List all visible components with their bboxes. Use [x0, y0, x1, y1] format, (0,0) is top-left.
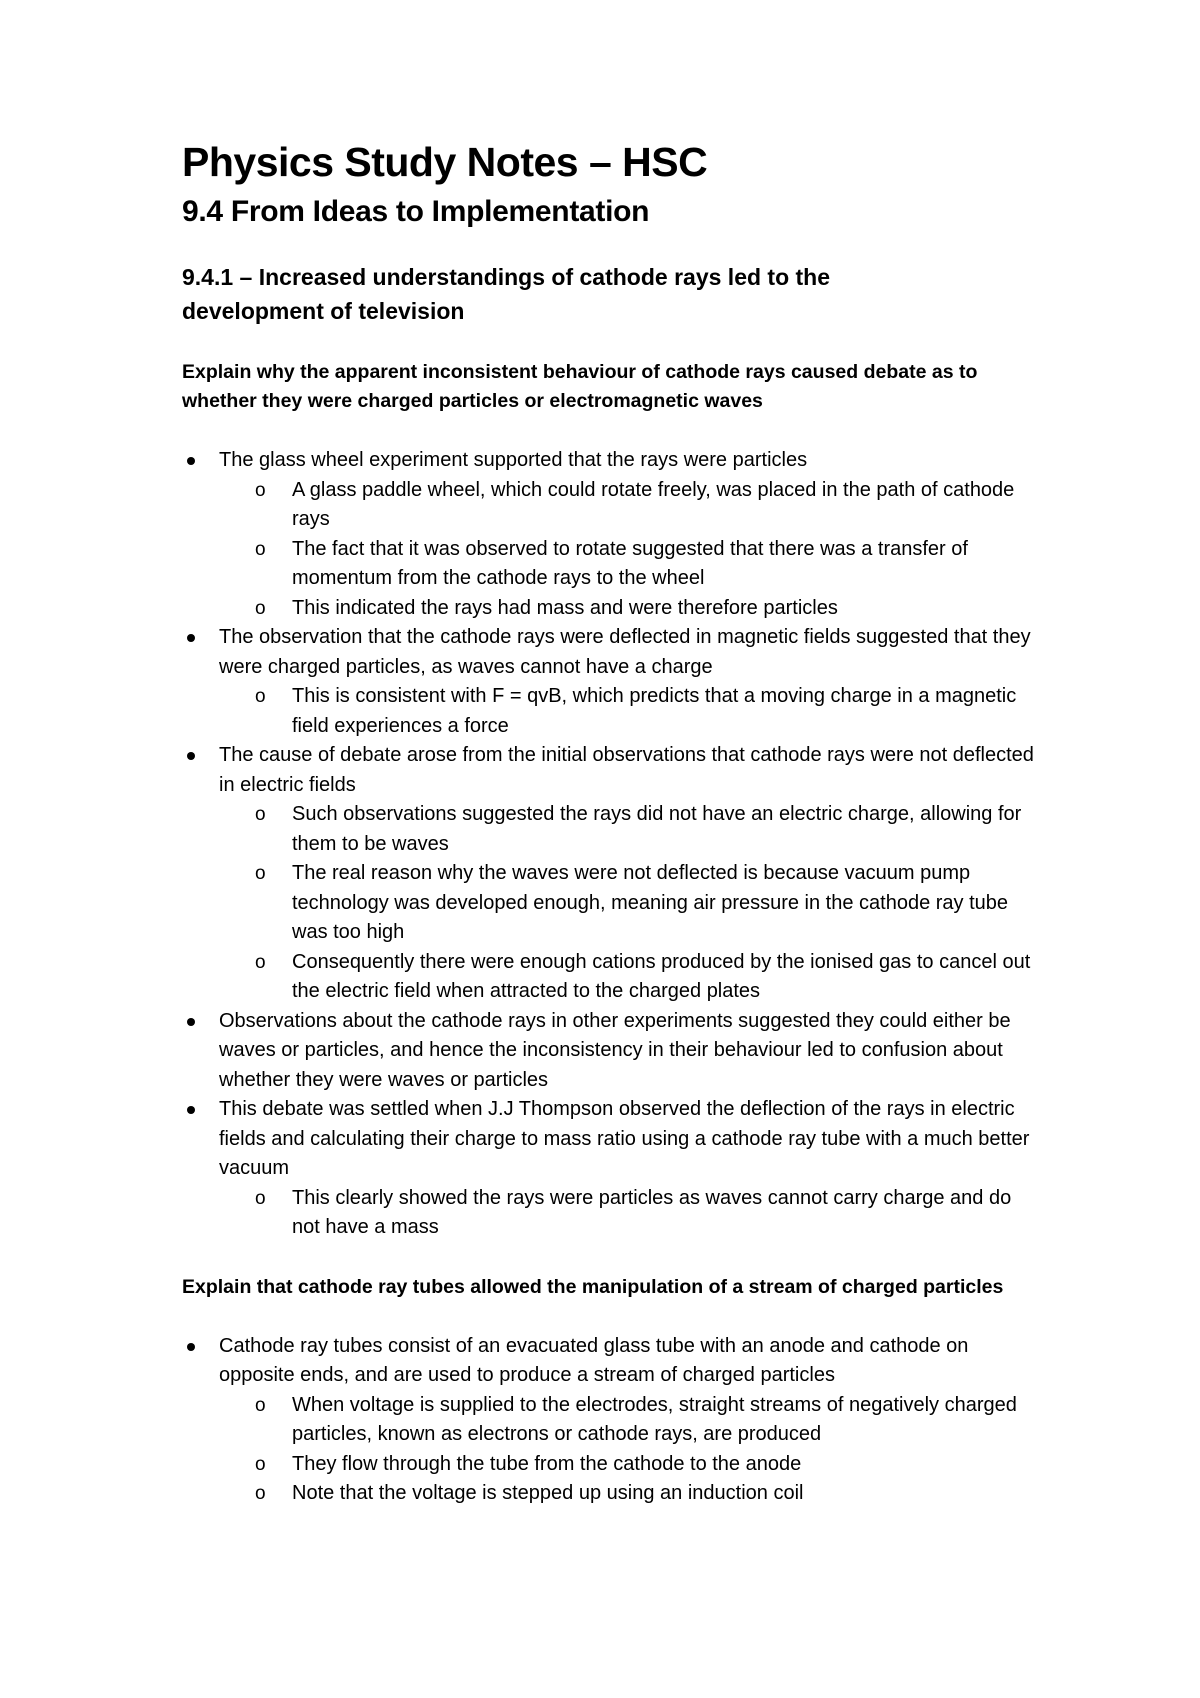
- sub-bullet-item: [182, 594, 1042, 624]
- sub-bullet-text: This is consistent with F = qvB, which predicts that a moving charge in a magnetic field experiences a force: [292, 685, 1017, 737]
- sub-bullet-text: Such observations suggested the rays did not have an electric charge, allowing for them to be waves: [292, 803, 1022, 855]
- hollow-bullet-icon: o: [255, 1453, 266, 1475]
- sub-bullet-list: [219, 476, 1042, 624]
- bullet-text: The cause of debate arose from the initial observations that cathode rays were not deflected in electric fields: [219, 744, 1034, 796]
- hollow-bullet-icon: o: [255, 951, 266, 973]
- document-subtitle: 9.4 From Ideas to Implementation: [182, 195, 650, 228]
- sub-bullet-item: [182, 1184, 1042, 1243]
- section-heading: 9.4.1 – Increased understandings of cathode rays led to the development of television: [182, 264, 831, 324]
- bullet-item: [182, 446, 1042, 623]
- sub-bullet-item: [182, 1391, 1042, 1450]
- hollow-bullet-icon: o: [255, 804, 266, 825]
- sub-bullet-text: When voltage is supplied to the electrodes, straight streams of negatively charged particles, known as electrons or cathode rays, are produced: [292, 1393, 1017, 1445]
- bullet-item: [182, 1332, 1042, 1509]
- hollow-bullet-icon: o: [255, 863, 266, 884]
- sub-bullet-list: [219, 800, 1042, 1007]
- document-title: Physics Study Notes – HSC: [182, 139, 708, 185]
- bullet-dot-icon: [187, 1343, 195, 1351]
- sub-bullet-text: The real reason why the waves were not deflected is because vacuum pump technology was developed enough, meaning air pressure in the cathode ray tube was too high: [292, 862, 1009, 943]
- hollow-bullet-icon: o: [255, 1394, 266, 1416]
- hollow-bullet-icon: o: [255, 538, 266, 560]
- bullet-text: The observation that the cathode rays were deflected in magnetic fields suggested that they were charged particles, as waves cannot have a charge: [219, 626, 1031, 678]
- bullet-dot-icon: [187, 457, 195, 465]
- questions-container: [182, 358, 1042, 1509]
- bullet-dot-icon: [187, 752, 195, 760]
- sub-bullet-text: The fact that it was observed to rotate suggested that there was a transfer of momentum from the cathode rays to the wheel: [292, 537, 968, 589]
- sub-bullet-item: [182, 1450, 1042, 1480]
- hollow-bullet-icon: o: [255, 1483, 266, 1504]
- bullet-text: This debate was settled when J.J Thompson observed the deflection of the rays in electric fields and calculating their charge to mass ratio using a cathode ray tube with a much better vacuum: [219, 1098, 1030, 1179]
- bullet-item: [182, 741, 1042, 1007]
- sub-bullet-item: [182, 800, 1042, 859]
- sub-bullet-text: They flow through the tube from the cathode to the anode: [292, 1452, 802, 1475]
- bullet-text: Observations about the cathode rays in other experiments suggested they could either be waves or particles, and hence the inconsistency in their behaviour led to confusion about whether they were waves or particles: [219, 1009, 1011, 1091]
- question-heading: Explain that cathode ray tubes allowed the manipulation of a stream of charged particles: [182, 1275, 1004, 1298]
- bullet-text: The glass wheel experiment supported that the rays were particles: [219, 449, 808, 471]
- bullet-dot-icon: [187, 1106, 195, 1114]
- sub-bullet-text: Consequently there were enough cations produced by the ionised gas to cancel out the electric field when attracted to the charged plates: [292, 950, 1031, 1002]
- sub-bullet-text: A glass paddle wheel, which could rotate freely, was placed in the path of cathode rays: [292, 478, 1015, 530]
- sub-bullet-item: [182, 476, 1042, 535]
- sub-bullet-list: [219, 682, 1042, 741]
- sub-bullet-item: [182, 682, 1042, 741]
- hollow-bullet-icon: o: [255, 1187, 266, 1209]
- bullet-dot-icon: [187, 634, 195, 642]
- hollow-bullet-icon: o: [255, 686, 266, 707]
- sub-bullet-text: This clearly showed the rays were particles as waves cannot carry charge and do not have a mass: [292, 1186, 1012, 1238]
- sub-bullet-list: [219, 1184, 1042, 1243]
- sub-bullet-text: This indicated the rays had mass and were therefore particles: [292, 596, 838, 619]
- sub-bullet-list: [219, 1391, 1042, 1509]
- sub-bullet-item: [182, 948, 1042, 1007]
- sub-bullet-text: Note that the voltage is stepped up using an induction coil: [292, 1482, 804, 1504]
- bullet-item: [182, 1095, 1042, 1243]
- bullet-dot-icon: [187, 1018, 195, 1026]
- bullet-list: [182, 446, 1042, 1243]
- bullet-item: [182, 623, 1042, 741]
- bullet-text: Cathode ray tubes consist of an evacuated glass tube with an anode and cathode on opposite ends, and are used to produce a stream of charged particles: [219, 1334, 969, 1386]
- sub-bullet-item: [182, 1479, 1042, 1509]
- sub-bullet-item: [182, 535, 1042, 594]
- bullet-list: [182, 1332, 1042, 1509]
- document-page: [182, 136, 1042, 1509]
- hollow-bullet-icon: o: [255, 597, 266, 619]
- question-heading: Explain why the apparent inconsistent behaviour of cathode rays caused debate as to whether they were charged particles or electromagnetic waves: [182, 361, 978, 412]
- sub-bullet-item: [182, 859, 1042, 948]
- bullet-item: [182, 1007, 1042, 1096]
- hollow-bullet-icon: o: [255, 479, 266, 501]
